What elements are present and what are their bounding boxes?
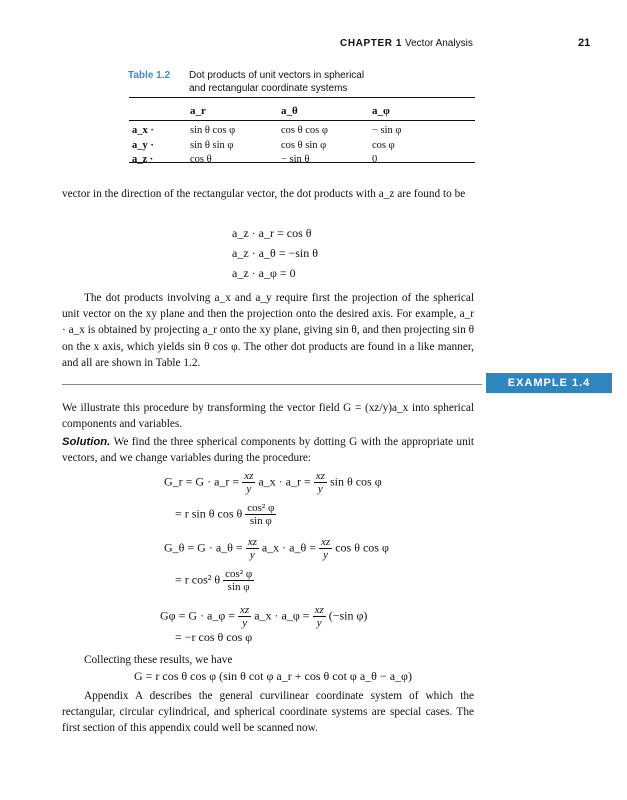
table-rule-middle (129, 120, 475, 121)
table-cell: sin θ sin φ (190, 140, 234, 151)
solution-label: Solution. (62, 436, 111, 448)
appendix-paragraph: Appendix A describes the general curvilinear coordinate system of which the rectangular, circular cylindrical, and spherical coordinate systems are special cases. The first section of this appendix could well be scanned now. (62, 690, 474, 735)
gp-rhs: (−sin φ) (328, 608, 368, 623)
fraction-denominator: y (246, 483, 252, 495)
fraction-xz-over-y (314, 470, 327, 495)
fraction-denominator: y (242, 617, 248, 629)
equation-az-ar: a_z · a_r = cos θ (232, 226, 312, 240)
table-cell: sin θ cos φ (190, 125, 236, 136)
table-row-header: a_x · (132, 125, 154, 136)
table-cell: cos θ cos φ (281, 125, 328, 136)
equation-gr-simplified (175, 502, 276, 527)
example-statement: We illustrate this procedure by transforming the vector field G = (xz/y)a_x into spherical components and variables. (62, 402, 474, 431)
gr2-lhs: = r sin θ cos θ (175, 506, 243, 521)
fraction-denominator: y (323, 549, 329, 561)
equation-gphi (160, 604, 367, 629)
fraction-cos2-over-sin (245, 502, 276, 527)
table-row-header: a_y · (132, 140, 154, 151)
example-divider (62, 384, 482, 385)
fraction-cos2-over-sin (223, 568, 254, 593)
collecting-paragraph: Collecting these results, we have (84, 654, 233, 666)
fraction-numerator: xz (244, 470, 254, 482)
table-rule-top (129, 97, 475, 98)
table-cell: cos θ (190, 154, 212, 165)
gt2-lhs: = r cos² θ (175, 572, 221, 587)
fraction-denominator: y (316, 617, 322, 629)
table-column-header: a_r (190, 105, 206, 117)
fraction-numerator: xz (315, 470, 325, 482)
gr-mid: a_x · a_r = (258, 474, 311, 489)
table-cell: 0 (372, 154, 378, 165)
gt-mid: a_x · a_θ = (261, 540, 317, 555)
fraction-denominator: sin φ (227, 581, 250, 593)
fraction-numerator: cos² φ (225, 568, 253, 580)
gr-rhs: sin θ cos φ (329, 474, 382, 489)
equation-az-aphi: a_z · a_φ = 0 (232, 266, 296, 280)
fraction-xz-over-y (238, 604, 251, 629)
running-head-chapter: CHAPTER 1 (340, 38, 403, 49)
equation-gtheta (164, 536, 389, 561)
table-cell: cos θ sin φ (281, 140, 327, 151)
solution-paragraph (62, 434, 474, 466)
fraction-denominator: y (317, 483, 323, 495)
table-caption-line2: and rectangular coordinate systems (189, 83, 348, 94)
gr-lhs: G_r = G · a_r = (164, 474, 240, 489)
gt-lhs: G_θ = G · a_θ = (164, 540, 243, 555)
fraction-numerator: cos² φ (247, 502, 275, 514)
fraction-xz-over-y (319, 536, 332, 561)
equation-gr (164, 470, 382, 495)
solution-text: We find the three spherical components by dotting G with the appropriate unit vectors, and we change variables during the procedure: (62, 436, 475, 465)
table-column-header: a_θ (281, 105, 298, 117)
table-row-header: a_z · (132, 154, 154, 165)
table-cell: cos φ (372, 140, 395, 151)
result-equation: G = r cos θ cos φ (sin θ cot φ a_r + cos θ cot φ a_θ − a_φ) (134, 669, 412, 683)
fraction-numerator: xz (247, 536, 257, 548)
fraction-denominator: sin φ (249, 515, 272, 527)
example-badge: EXAMPLE 1.4 (486, 373, 612, 393)
fraction-numerator: xz (240, 604, 250, 616)
fraction-xz-over-y (246, 536, 259, 561)
table-cell: − sin φ (372, 125, 402, 136)
table-column-header: a_φ (372, 105, 390, 117)
page-number: 21 (578, 37, 591, 49)
gp-mid: a_x · a_φ = (254, 608, 310, 623)
table-cell: − sin θ (281, 154, 310, 165)
equation-az-atheta: a_z · a_θ = −sin θ (232, 246, 319, 260)
intro-paragraph: vector in the direction of the rectangular vector, the dot products with a_z are found to be (62, 188, 466, 200)
fraction-xz-over-y (313, 604, 326, 629)
fraction-numerator: xz (314, 604, 324, 616)
projection-paragraph: The dot products involving a_x and a_y require first the projection of the spherical unit vector on the xy plane and then the projection onto the desired axis. For example, a_r · a_x is obtained by projecting a_r onto the xy plane, giving sin θ, and then projecting sin θ on the x axis, which yields sin θ cos φ. The other dot products are found in a like manner, and all are shown in Table 1.2. (62, 292, 474, 369)
table-label: Table 1.2 (128, 70, 171, 81)
table-caption-line1: Dot products of unit vectors in spherical (189, 70, 365, 81)
running-head-section: Vector Analysis (405, 38, 473, 49)
fraction-numerator: xz (321, 536, 331, 548)
gp-lhs: Gφ = G · a_φ = (160, 608, 236, 623)
fraction-denominator: y (249, 549, 255, 561)
equation-gphi-simplified: = −r cos θ cos φ (175, 630, 253, 644)
gt-rhs: cos θ cos φ (335, 540, 389, 555)
fraction-xz-over-y (242, 470, 255, 495)
equation-gtheta-simplified (175, 568, 254, 593)
